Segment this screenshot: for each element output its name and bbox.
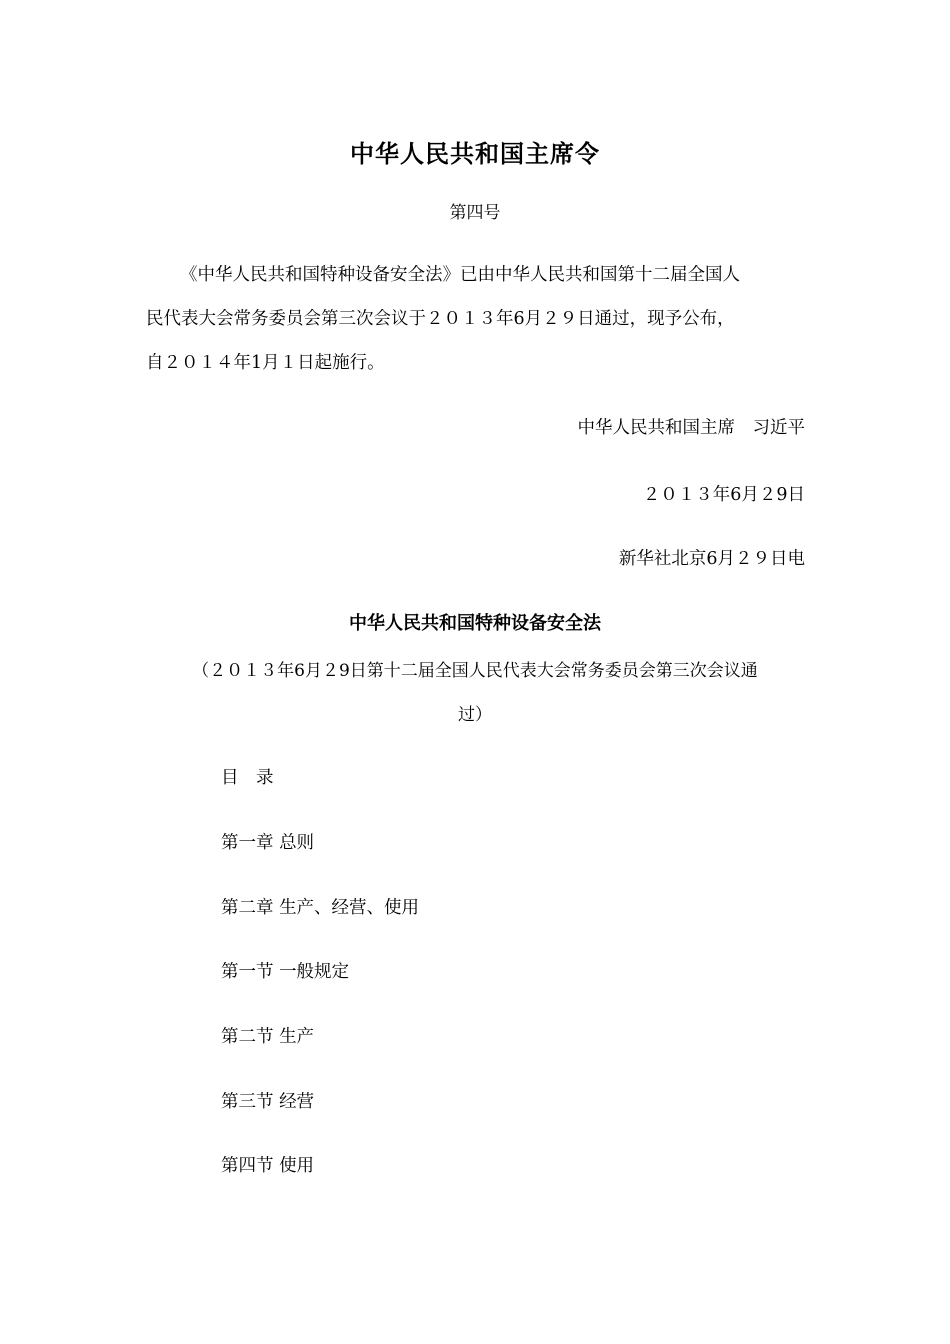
toc-item: 第二章 生产、经营、使用 xyxy=(221,898,420,918)
toc-item: 第一节 一般规定 xyxy=(221,962,350,982)
body-line-1: 《中华人民共和国特种设备安全法》已由中华人民共和国第十二届全国人 xyxy=(180,265,740,285)
law-adoption-note-line-1: （２０１３年6月２9日第十二届全国人民代表大会常务委员会第三次会议通 xyxy=(192,661,758,681)
law-adoption-note-line-2: 过） xyxy=(458,705,492,725)
law-title: 中华人民共和国特种设备安全法 xyxy=(349,613,601,634)
page-title: 中华人民共和国主席令 xyxy=(350,140,600,168)
news-dispatch: 新华社北京6月２９日电 xyxy=(618,549,805,569)
signing-date: ２０１３年6月２9日 xyxy=(642,485,805,505)
body-line-2: 民代表大会常务委员会第三次会议于２０１３年6月２９日通过，现予公布， xyxy=(146,309,735,329)
body-line-3: 自２０１４年1月１日起施行。 xyxy=(146,353,385,373)
toc-item: 第三节 经营 xyxy=(221,1092,315,1112)
order-number: 第四号 xyxy=(449,203,501,223)
toc-item: 第一章 总则 xyxy=(221,833,315,853)
toc-item: 第四节 使用 xyxy=(221,1156,315,1176)
signer-line: 中华人民共和国主席 习近平 xyxy=(577,418,805,438)
toc-item: 第二节 生产 xyxy=(221,1027,315,1047)
toc-heading: 目 录 xyxy=(221,768,274,788)
